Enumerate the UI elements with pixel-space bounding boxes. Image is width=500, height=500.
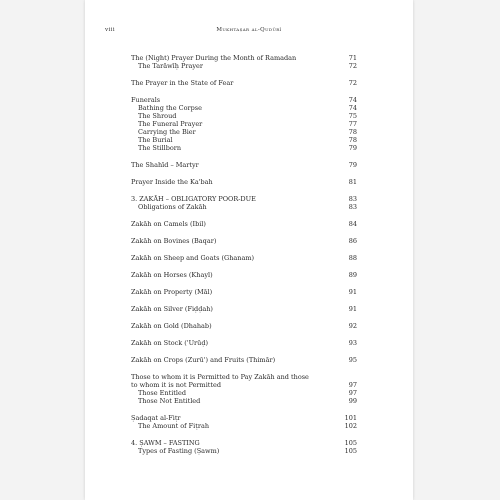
toc-spacer <box>131 430 357 439</box>
toc-entry-page: 72 <box>348 79 357 87</box>
toc-entry-page: 72 <box>348 62 357 70</box>
toc-entry-page: 78 <box>348 136 357 144</box>
toc-entry-title: Zakāh on Sheep and Goats (Ghanam) <box>131 254 255 262</box>
toc-entry-page: 101 <box>344 414 357 422</box>
toc-spacer <box>131 211 357 220</box>
table-of-contents <box>131 54 357 455</box>
toc-entry-title: Those Entitled <box>138 389 187 397</box>
toc-entry-title: Zakāh on Crops (Zurū') and Fruits (Thimār) <box>131 356 276 364</box>
toc-entry-title: Zakāh on Gold (Dhahab) <box>131 322 212 330</box>
toc-entry <box>131 381 357 389</box>
toc-entry-page: 75 <box>348 112 357 120</box>
toc-entry <box>131 237 357 245</box>
toc-spacer <box>131 330 357 339</box>
toc-entry <box>131 96 357 104</box>
toc-entry <box>131 288 357 296</box>
toc-entry <box>131 414 357 422</box>
toc-entry-page: 74 <box>348 104 357 112</box>
toc-entry-title: Zakāh on Stock ('Urūḍ) <box>131 339 209 347</box>
toc-entry-title: Obligations of Zakāh <box>138 203 207 211</box>
toc-spacer <box>131 152 357 161</box>
toc-entry-title: The Stillborn <box>138 144 182 152</box>
toc-entry-title: 3. ZAKĀH – OBLIGATORY POOR-DUE <box>131 195 256 203</box>
toc-entry-title: The Prayer in the State of Fear <box>131 79 234 87</box>
toc-entry-title: Those Not Entitled <box>138 397 201 405</box>
toc-subentry <box>131 128 357 136</box>
book-page <box>85 0 413 500</box>
toc-spacer <box>131 279 357 288</box>
toc-entry-title: Those to whom it is Permitted to Pay Zakāh and those <box>131 373 309 381</box>
toc-spacer <box>131 405 357 414</box>
toc-entry-page: 97 <box>348 381 357 389</box>
toc-entry-page: 88 <box>348 254 357 262</box>
toc-entry-title: Zakāh on Bovines (Baqar) <box>131 237 217 245</box>
toc-spacer <box>131 169 357 178</box>
toc-entry-page: 91 <box>348 288 357 296</box>
toc-entry-title: Bathing the Corpse <box>138 104 202 112</box>
toc-subentry <box>131 144 357 152</box>
toc-entry-page: 74 <box>348 96 357 104</box>
toc-entry-title: Prayer Inside the Ka'bah <box>131 178 213 186</box>
toc-entry <box>131 305 357 313</box>
toc-entry-title: Zakāh on Camels (Ibil) <box>131 220 206 228</box>
toc-spacer <box>131 228 357 237</box>
toc-entry-page: 105 <box>344 439 357 447</box>
toc-entry-page: 99 <box>348 397 357 405</box>
toc-entry-page: 79 <box>348 144 357 152</box>
toc-spacer <box>131 70 357 79</box>
toc-spacer <box>131 364 357 373</box>
toc-subentry <box>131 397 357 405</box>
toc-entry <box>131 373 357 381</box>
toc-entry <box>131 339 357 347</box>
toc-entry-page: 91 <box>348 305 357 313</box>
toc-subentry <box>131 62 357 70</box>
toc-entry-title: The Amount of Fiṭrah <box>138 422 210 430</box>
toc-entry <box>131 178 357 186</box>
toc-entry <box>131 439 357 447</box>
toc-subentry <box>131 447 357 455</box>
toc-spacer <box>131 186 357 195</box>
toc-entry-page: 83 <box>348 203 357 211</box>
toc-entry <box>131 54 357 62</box>
toc-subentry <box>131 136 357 144</box>
toc-entry-title: Types of Fasting (Ṣawm) <box>138 447 220 455</box>
toc-entry-title: The Tarāwīḥ Prayer <box>138 62 203 70</box>
toc-subentry <box>131 112 357 120</box>
toc-entry <box>131 356 357 364</box>
toc-entry-page: 81 <box>348 178 357 186</box>
toc-entry <box>131 271 357 279</box>
toc-spacer <box>131 87 357 96</box>
toc-entry <box>131 161 357 169</box>
toc-spacer <box>131 347 357 356</box>
toc-entry-title: The Funeral Prayer <box>138 120 203 128</box>
toc-entry-page: 83 <box>348 195 357 203</box>
toc-subentry <box>131 120 357 128</box>
toc-entry-page: 77 <box>348 120 357 128</box>
toc-entry <box>131 220 357 228</box>
toc-entry-page: 105 <box>344 447 357 455</box>
toc-subentry <box>131 389 357 397</box>
toc-subentry <box>131 104 357 112</box>
toc-entry-page: 102 <box>344 422 357 430</box>
toc-subentry <box>131 203 357 211</box>
toc-entry-title: The (Night) Prayer During the Month of Ramadan <box>131 54 297 62</box>
toc-entry-page: 86 <box>348 237 357 245</box>
toc-entry-page: 78 <box>348 128 357 136</box>
toc-spacer <box>131 296 357 305</box>
toc-entry-page: 97 <box>348 389 357 397</box>
toc-entry-page: 79 <box>348 161 357 169</box>
toc-entry-title: 4. ṢAWM – FASTING <box>131 439 200 447</box>
toc-spacer <box>131 262 357 271</box>
toc-entry-page: 84 <box>348 220 357 228</box>
running-title: Mukhtaṣar al-Qudūrī <box>216 27 282 33</box>
toc-entry-page: 95 <box>348 356 357 364</box>
toc-entry-page: 92 <box>348 322 357 330</box>
toc-subentry <box>131 422 357 430</box>
toc-entry <box>131 195 357 203</box>
page-number: viii <box>105 27 115 33</box>
running-header <box>105 27 393 33</box>
toc-entry-title: Zakāh on Horses (Khayl) <box>131 271 213 279</box>
toc-entry <box>131 322 357 330</box>
toc-entry-page: 89 <box>348 271 357 279</box>
toc-entry-page: 93 <box>348 339 357 347</box>
toc-entry-title: The Shroud <box>138 112 177 120</box>
toc-entry <box>131 254 357 262</box>
toc-entry-page: 71 <box>348 54 357 62</box>
toc-entry-title: The Shahīd – Martyr <box>131 161 199 169</box>
toc-entry-title: Zakāh on Silver (Fiḍḍah) <box>131 305 213 313</box>
toc-entry-title: to whom it is not Permitted <box>131 381 222 389</box>
toc-entry-title: Ṣadaqat al-Fiṭr <box>131 414 181 422</box>
toc-spacer <box>131 245 357 254</box>
toc-spacer <box>131 313 357 322</box>
toc-entry-title: Zakāh on Property (Māl) <box>131 288 213 296</box>
toc-entry-title: Carrying the Bier <box>138 128 196 136</box>
toc-entry-title: Funerals <box>131 96 161 104</box>
toc-entry-title: The Burial <box>138 136 173 144</box>
toc-entry <box>131 79 357 87</box>
